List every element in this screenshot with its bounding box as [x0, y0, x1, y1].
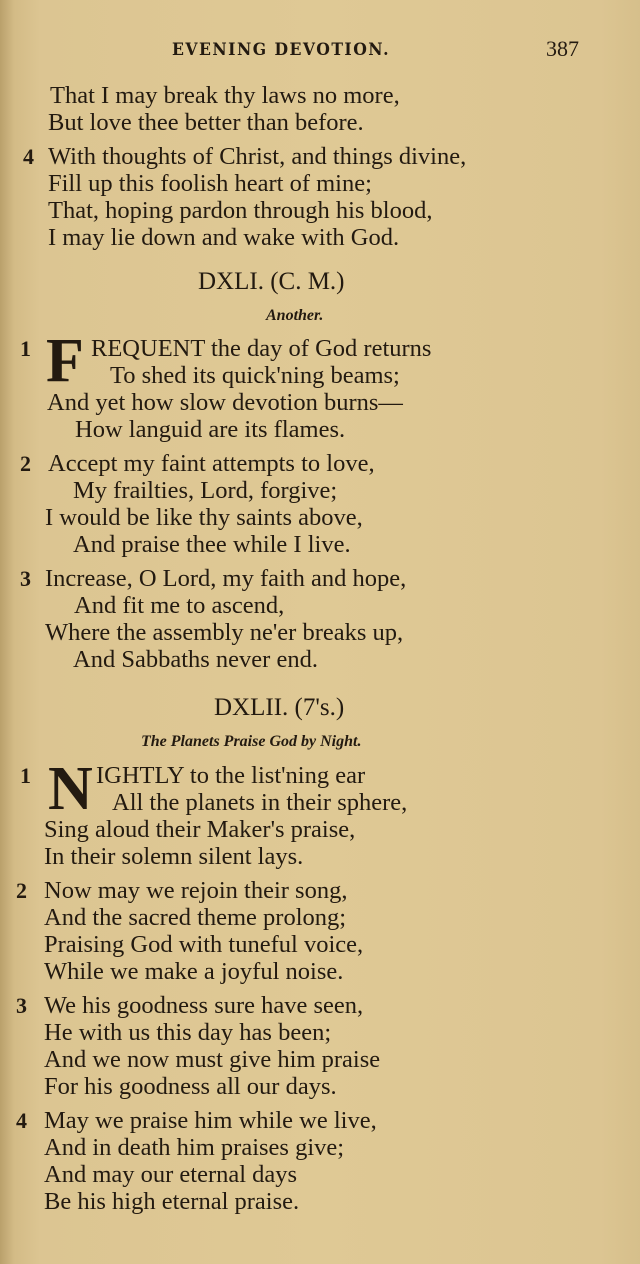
verse-line: How languid are its flames. [75, 416, 346, 443]
verse-number: 4 [16, 1108, 27, 1133]
verse-line: And yet how slow devotion burns— [47, 389, 403, 416]
verse-line: To shed its quick'ning beams; [110, 362, 400, 389]
verse-number: 1 [20, 336, 31, 361]
hymn-subtitle: Another. [266, 307, 324, 324]
verse-number: 1 [20, 763, 31, 788]
hymn-subtitle: The Planets Praise God by Night. [141, 733, 362, 750]
verse-line: REQUENT the day of God returns [91, 335, 432, 362]
verse-number: 3 [20, 566, 31, 591]
verse-number: 2 [16, 878, 27, 903]
verse-line: In their solemn silent lays. [44, 843, 304, 870]
verse-line: And may our eternal days [44, 1161, 298, 1188]
verse-line: That I may break thy laws no more, [50, 82, 400, 109]
verse-line: Praising God with tuneful voice, [44, 931, 364, 958]
verse-line: While we make a joyful noise. [44, 958, 344, 985]
verse-number: 4 [23, 144, 34, 169]
verse-line: Be his high eternal praise. [44, 1188, 300, 1215]
verse-line: That, hoping pardon through his blood, [48, 197, 433, 224]
verse-line: With thoughts of Christ, and things divine, [48, 143, 467, 170]
hymn-title: DXLI. (C. M.) [198, 268, 345, 295]
verse-line: And Sabbaths never end. [73, 646, 318, 673]
verse-line: And praise thee while I live. [73, 531, 351, 558]
hymn-title: DXLII. (7's.) [214, 694, 345, 721]
verse-line: My frailties, Lord, forgive; [73, 477, 338, 504]
verse-line: For his goodness all our days. [44, 1073, 337, 1100]
verse-line: Fill up this foolish heart of mine; [48, 170, 372, 197]
verse-line: We his goodness sure have seen, [44, 992, 364, 1019]
drop-cap: F [46, 327, 84, 395]
verse-line: And in death him praises give; [44, 1134, 345, 1161]
verse-line: Sing aloud their Maker's praise, [44, 816, 356, 843]
verse-line: And fit me to ascend, [74, 592, 285, 619]
page-number: 387 [546, 36, 579, 61]
verse-line: Accept my faint attempts to love, [48, 450, 375, 477]
verse-line: May we praise him while we live, [44, 1107, 377, 1134]
verse-line: And the sacred theme prolong; [44, 904, 347, 931]
running-head: EVENING DEVOTION. [172, 40, 390, 60]
verse-number: 2 [20, 451, 31, 476]
verse-line: I may lie down and wake with God. [48, 224, 400, 251]
verse-line: IGHTLY to the list'ning ear [96, 762, 366, 789]
verse-number: 3 [16, 993, 27, 1018]
verse-line: Increase, O Lord, my faith and hope, [45, 565, 407, 592]
page-header [0, 36, 640, 66]
verse-line: Where the assembly ne'er breaks up, [45, 619, 404, 646]
verse-line: All the planets in their sphere, [112, 789, 408, 816]
verse-line: He with us this day has been; [44, 1019, 332, 1046]
verse-line: Now may we rejoin their song, [44, 877, 348, 904]
drop-cap: N [48, 755, 93, 823]
verse-line: I would be like thy saints above, [45, 504, 363, 531]
verse-line: And we now must give him praise [44, 1046, 381, 1073]
verse-line: But love thee better than before. [48, 109, 364, 136]
